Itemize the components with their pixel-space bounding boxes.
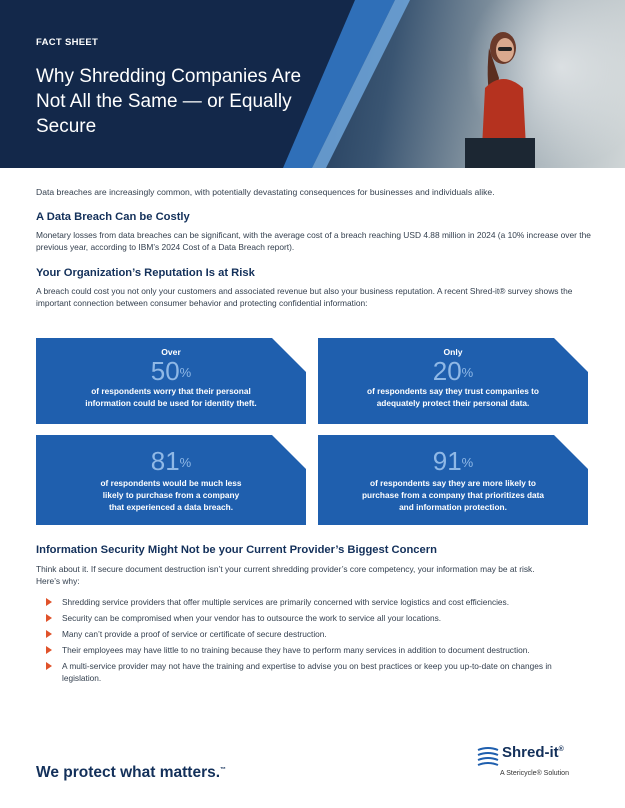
section-body-provider: Think about it. If secure document destruction isn’t your current shredding provider’s core competency, your information may be at risk. Here’s why: xyxy=(36,564,535,587)
reasons-list xyxy=(36,596,592,684)
stat-box xyxy=(318,338,588,424)
arrow-bullet-icon xyxy=(46,614,52,622)
arrow-bullet-icon xyxy=(46,646,52,654)
list-item: Many can’t provide a proof of service or certificate of secure destruction. xyxy=(36,628,592,640)
logo-subtitle: A Stericycle® Solution xyxy=(500,770,569,777)
logo-brand-name: Shred-it® xyxy=(502,744,564,761)
list-item: Security can be compromised when your vendor has to outsource the work to service all your locations. xyxy=(36,612,592,624)
section-body-reputation: A breach could cost you not only your customers and associated revenue but also your business reputation. A recent Shred-it® survey shows the important connection between consumer behavior and protecting confidential information: xyxy=(36,285,573,308)
list-item: A multi-service provider may not have the training and expertise to advise you on best practices or keep you up-to-date on changes in legislation. xyxy=(36,660,592,684)
stat-value: 81% xyxy=(150,446,192,476)
stat-lead: Only xyxy=(443,347,463,357)
stat-value: 20% xyxy=(432,356,474,386)
stat-box xyxy=(36,338,306,424)
stat-description: of respondents worry that their personal information could be used for identity theft. xyxy=(85,386,257,408)
page-title: Why Shredding Companies Are Not All the Same — or Equally Secure xyxy=(36,66,302,137)
stat-description: of respondents would be much less likely to purchase from a company that experienced a data breach. xyxy=(100,478,242,512)
section-body-costly: Monetary losses from data breaches can be significant, with the average cost of a breach reaching USD 4.88 million in 2024 (a 10% increase over the previous year, according to IBM’s 2024 Cost of a Data Breach report). xyxy=(36,230,591,253)
stat-box xyxy=(318,435,588,525)
section-heading-reputation: Your Organization’s Reputation Is at Risk xyxy=(36,266,255,279)
stat-description: of respondents say they are more likely to purchase from a company that prioritizes data and information protection. xyxy=(361,478,545,512)
shred-it-logo xyxy=(476,744,596,784)
section-heading-provider: Information Security Might Not be your Current Provider’s Biggest Concern xyxy=(36,544,437,556)
shred-it-logo-icon xyxy=(476,746,500,768)
list-item: Shredding service providers that offer multiple services are primarily concerned with service logistics and cost efficiencies. xyxy=(36,596,592,608)
arrow-bullet-icon xyxy=(46,662,52,670)
hero-banner xyxy=(0,0,625,168)
stat-value: 91% xyxy=(432,446,474,476)
arrow-bullet-icon xyxy=(46,598,52,606)
provider-section xyxy=(36,544,592,688)
fact-sheet-label: FACT SHEET xyxy=(36,37,99,48)
main-content xyxy=(36,186,592,309)
stat-lead: Over xyxy=(161,347,181,357)
stat-value: 50% xyxy=(150,356,192,386)
tagline: We protect what matters.™ xyxy=(36,764,227,781)
stat-box xyxy=(36,435,306,525)
arrow-bullet-icon xyxy=(46,630,52,638)
section-heading-costly: A Data Breach Can be Costly xyxy=(36,211,190,223)
stat-description: of respondents say they trust companies to adequately protect their personal data. xyxy=(367,386,539,408)
intro-text: Data breaches are increasingly common, with potentially devastating consequences for businesses and individuals alike. xyxy=(36,187,495,197)
list-item: Their employees may have little to no training because they have to perform many services in addition to document destruction. xyxy=(36,644,592,656)
